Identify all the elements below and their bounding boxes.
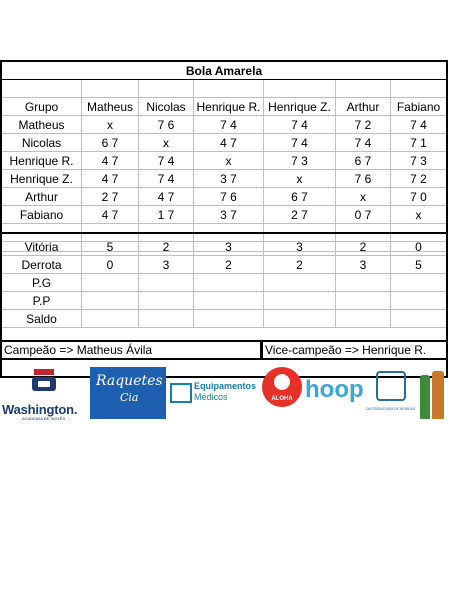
stat-cell <box>139 274 194 292</box>
stat-cell <box>264 310 336 328</box>
raquetes-name: Raquetes <box>96 373 163 389</box>
row-label: Henrique Z. <box>2 170 82 188</box>
aloha-logo <box>262 367 302 407</box>
stat-cell <box>336 310 391 328</box>
equipamentos-medicos-logo <box>170 379 260 413</box>
sponsor-logos <box>0 363 450 425</box>
stat-cell <box>391 292 446 310</box>
row-label: Henrique R. <box>2 152 82 170</box>
score-cell: 4 7 <box>82 170 139 188</box>
flower-icon <box>274 374 290 390</box>
score-cell: 7 6 <box>194 188 264 206</box>
equipamentos-name: Equipamentos <box>194 381 257 391</box>
bottles-logo <box>418 367 446 421</box>
table-row <box>2 274 446 292</box>
stat-cell <box>82 310 139 328</box>
header-cell: Henrique Z. <box>264 98 336 116</box>
champion-label: Campeão => Matheus Ávila <box>0 340 262 360</box>
stat-cell <box>336 274 391 292</box>
table-row <box>2 152 446 170</box>
tournament-table <box>0 60 448 378</box>
score-cell: 0 7 <box>336 206 391 224</box>
blank-row <box>2 80 446 98</box>
table-row <box>2 188 446 206</box>
stat-cell <box>194 310 264 328</box>
amber-bottle-icon <box>432 371 444 419</box>
score-cell: 7 6 <box>336 170 391 188</box>
score-cell: 1 7 <box>139 206 194 224</box>
distribuidora-logo <box>366 367 416 419</box>
score-cell: 2 7 <box>264 206 336 224</box>
score-cell: x <box>82 116 139 134</box>
row-label: P.P <box>2 292 82 310</box>
raquetes-cia: Cia <box>120 391 139 404</box>
score-cell: 7 4 <box>139 152 194 170</box>
washington-crest-icon <box>0 365 88 405</box>
score-cell: 4 7 <box>82 152 139 170</box>
table-row <box>2 238 446 256</box>
score-cell: 2 7 <box>82 188 139 206</box>
score-cell: 7 4 <box>264 116 336 134</box>
score-cell: x <box>336 188 391 206</box>
row-label: Vitória <box>2 238 82 256</box>
header-cell: Henrique R. <box>194 98 264 116</box>
stat-cell: 3 <box>194 238 264 256</box>
score-cell: 4 7 <box>194 134 264 152</box>
stat-cell: 2 <box>139 238 194 256</box>
row-label: Matheus <box>2 116 82 134</box>
stat-cell <box>391 274 446 292</box>
header-cell: Grupo <box>2 98 82 116</box>
champion-row <box>0 340 448 360</box>
score-cell: x <box>194 152 264 170</box>
score-cell: 6 7 <box>336 152 391 170</box>
table-row <box>2 170 446 188</box>
title-row <box>2 62 446 80</box>
header-cell: Arthur <box>336 98 391 116</box>
stat-cell <box>194 274 264 292</box>
table-title: Bola Amarela <box>2 62 446 80</box>
score-cell: 6 7 <box>82 134 139 152</box>
score-cell: 7 4 <box>391 116 446 134</box>
stat-cell: 2 <box>336 238 391 256</box>
washington-name: Washington. <box>2 402 78 417</box>
score-cell: 7 4 <box>139 170 194 188</box>
score-cell: 7 2 <box>336 116 391 134</box>
header-cell: Nicolas <box>139 98 194 116</box>
hoop-name: hoop <box>305 376 364 403</box>
stat-cell <box>391 310 446 328</box>
score-cell: 7 2 <box>391 170 446 188</box>
stat-cell: 5 <box>82 238 139 256</box>
stat-cell: 0 <box>82 256 139 274</box>
score-cell: 7 4 <box>336 134 391 152</box>
row-label: P.G <box>2 274 82 292</box>
score-cell: x <box>391 206 446 224</box>
score-cell: x <box>139 134 194 152</box>
stat-cell: 2 <box>194 256 264 274</box>
score-cell: x <box>264 170 336 188</box>
equipamentos-mark-icon <box>170 383 192 403</box>
stat-cell: 0 <box>391 238 446 256</box>
stat-cell <box>264 292 336 310</box>
stat-cell: 3 <box>264 238 336 256</box>
score-cell: 7 0 <box>391 188 446 206</box>
distribuidora-name: DISTRIBUIDORA DE BEBIDAS <box>366 407 416 411</box>
score-cell: 7 3 <box>391 152 446 170</box>
stat-cell: 3 <box>336 256 391 274</box>
stat-cell: 2 <box>264 256 336 274</box>
stat-cell: 3 <box>139 256 194 274</box>
score-cell: 7 3 <box>264 152 336 170</box>
table-row <box>2 292 446 310</box>
table-row <box>2 310 446 328</box>
stat-cell <box>194 292 264 310</box>
raquetes-cia-logo <box>90 367 166 419</box>
stat-cell <box>139 310 194 328</box>
table-row <box>2 134 446 152</box>
stat-cell <box>82 274 139 292</box>
score-cell: 4 7 <box>82 206 139 224</box>
header-cell: Fabiano <box>391 98 446 116</box>
score-cell: 6 7 <box>264 188 336 206</box>
stat-cell: 5 <box>391 256 446 274</box>
aloha-name: ALOHA <box>271 396 293 402</box>
table-row <box>2 256 446 274</box>
washington-logo <box>0 365 88 421</box>
row-label: Arthur <box>2 188 82 206</box>
score-cell: 3 7 <box>194 206 264 224</box>
score-cell: 7 4 <box>264 134 336 152</box>
table-row <box>2 116 446 134</box>
table-row <box>2 206 446 224</box>
header-row <box>2 98 446 116</box>
score-cell: 7 6 <box>139 116 194 134</box>
distribuidora-mark-icon <box>376 371 406 401</box>
row-label: Derrota <box>2 256 82 274</box>
score-cell: 3 7 <box>194 170 264 188</box>
row-label: Fabiano <box>2 206 82 224</box>
score-cell: 7 4 <box>194 116 264 134</box>
green-bottle-icon <box>420 375 430 419</box>
washington-subtitle: ACADEMIA DE INGLÊS <box>22 416 66 421</box>
stat-cell <box>336 292 391 310</box>
score-cell: 4 7 <box>139 188 194 206</box>
medicos-name: Médicos <box>194 392 228 402</box>
hoop-logo <box>305 375 364 405</box>
row-label: Saldo <box>2 310 82 328</box>
score-cell: 7 1 <box>391 134 446 152</box>
stat-cell <box>82 292 139 310</box>
stat-cell <box>264 274 336 292</box>
row-label: Nicolas <box>2 134 82 152</box>
vice-champion-label: Vice-campeão => Henrique R. <box>262 340 448 360</box>
header-cell: Matheus <box>82 98 139 116</box>
stat-cell <box>139 292 194 310</box>
